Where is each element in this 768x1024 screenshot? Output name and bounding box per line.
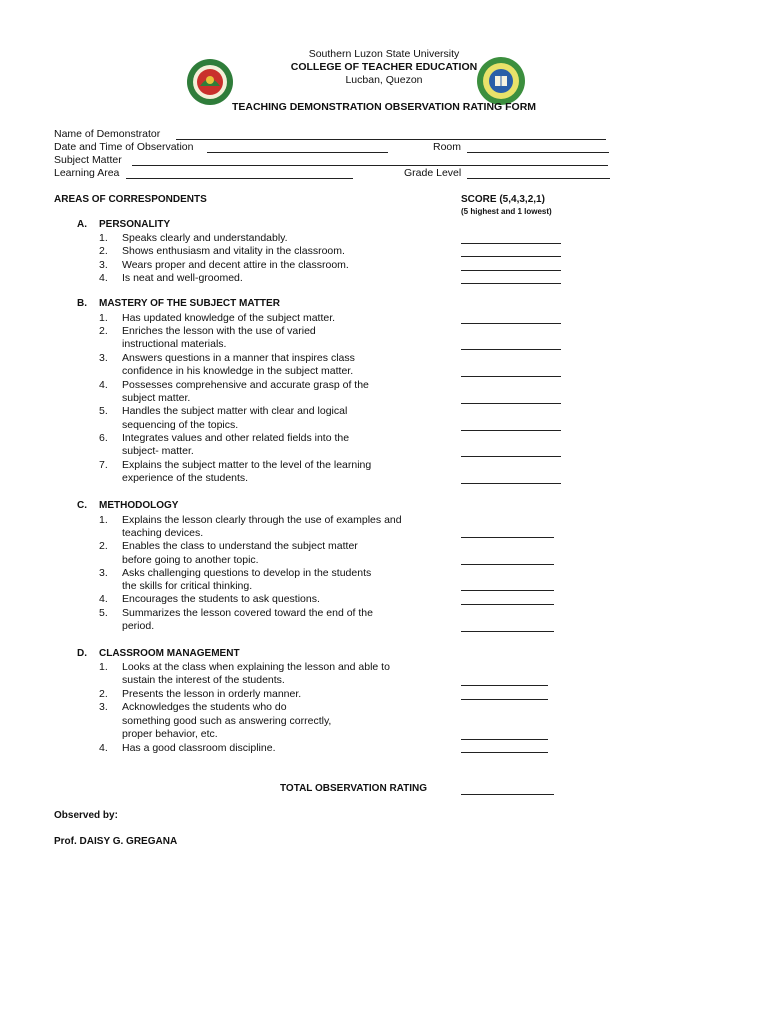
b-item-3-number: 3. bbox=[99, 352, 108, 364]
b-item-1-score[interactable] bbox=[461, 323, 561, 324]
room-label: Room bbox=[433, 141, 462, 153]
b-item-4-score[interactable] bbox=[461, 403, 561, 404]
score-note: (5 highest and 1 lowest) bbox=[461, 207, 552, 216]
c-item-1-text: Explains the lesson clearly through the use of examples and bbox=[122, 514, 402, 526]
d-item-4-text: Has a good classroom discipline. bbox=[122, 742, 276, 754]
grade-level-field[interactable] bbox=[467, 178, 610, 179]
b-item-2-number: 2. bbox=[99, 325, 108, 337]
b-item-2-text: Enriches the lesson with the use of varied bbox=[122, 325, 316, 337]
form-title: TEACHING DEMONSTRATION OBSERVATION RATING FORM bbox=[231, 101, 537, 113]
a-item-3-score[interactable] bbox=[461, 270, 561, 271]
b-item-7-text-cont: experience of the students. bbox=[122, 472, 249, 484]
c-item-1-score[interactable] bbox=[461, 537, 554, 538]
b-item-4-text-cont: subject matter. bbox=[122, 392, 191, 404]
section-a-letter: A. bbox=[77, 219, 87, 230]
b-item-3-score[interactable] bbox=[461, 376, 561, 377]
section-c-title: METHODOLOGY bbox=[99, 500, 179, 511]
c-item-2-text: Enables the class to understand the subject matter bbox=[122, 540, 358, 552]
c-item-3-text: Asks challenging questions to develop in the students bbox=[122, 567, 372, 579]
d-item-1-text: Looks at the class when explaining the lesson and able to bbox=[122, 661, 390, 673]
c-item-5-score[interactable] bbox=[461, 631, 554, 632]
d-item-4-number: 4. bbox=[99, 742, 108, 754]
d-item-3-text-cont: something good such as answering correctly, bbox=[122, 715, 332, 727]
c-item-4-text: Encourages the students to ask questions. bbox=[122, 593, 320, 605]
score-heading: SCORE (5,4,3,2,1) bbox=[461, 194, 545, 205]
d-item-3-number: 3. bbox=[99, 701, 108, 713]
b-item-5-number: 5. bbox=[99, 405, 108, 417]
c-item-1-number: 1. bbox=[99, 514, 108, 526]
c-item-3-text-cont: the skills for critical thinking. bbox=[122, 580, 253, 592]
c-item-5-text-cont: period. bbox=[122, 620, 155, 632]
b-item-4-text: Possesses comprehensive and accurate grasp of the bbox=[122, 379, 369, 391]
a-item-3-number: 3. bbox=[99, 259, 108, 271]
d-item-3-score[interactable] bbox=[461, 739, 548, 740]
a-item-4-score[interactable] bbox=[461, 283, 561, 284]
a-item-1-score[interactable] bbox=[461, 243, 561, 244]
learning-area-label: Learning Area bbox=[54, 167, 120, 179]
b-item-6-text: Integrates values and other related fields into the bbox=[122, 432, 350, 444]
a-item-1-text: Speaks clearly and understandably. bbox=[122, 232, 288, 244]
section-d-letter: D. bbox=[77, 648, 87, 659]
c-item-2-text-cont: before going to another topic. bbox=[122, 554, 259, 566]
demonstrator-field[interactable] bbox=[176, 139, 606, 140]
b-item-7-number: 7. bbox=[99, 459, 108, 471]
d-item-2-number: 2. bbox=[99, 688, 108, 700]
b-item-5-score[interactable] bbox=[461, 430, 561, 431]
a-item-2-score[interactable] bbox=[461, 256, 561, 257]
c-item-3-score[interactable] bbox=[461, 590, 554, 591]
d-item-1-score[interactable] bbox=[461, 685, 548, 686]
b-item-6-number: 6. bbox=[99, 432, 108, 444]
c-item-4-number: 4. bbox=[99, 593, 108, 605]
d-item-3-text: Acknowledges the students who do bbox=[122, 701, 287, 713]
subject-label: Subject Matter bbox=[54, 154, 122, 166]
b-item-7-score[interactable] bbox=[461, 483, 561, 484]
b-item-7-text: Explains the subject matter to the level of the learning bbox=[122, 459, 372, 471]
c-item-1-text-cont: teaching devices. bbox=[122, 527, 204, 539]
b-item-2-text-cont: instructional materials. bbox=[122, 338, 227, 350]
college-name: COLLEGE OF TEACHER EDUCATION bbox=[290, 61, 478, 73]
areas-heading: AREAS OF CORRESPONDENTS bbox=[54, 194, 207, 205]
section-b-letter: B. bbox=[77, 298, 87, 309]
a-item-1-number: 1. bbox=[99, 232, 108, 244]
section-b-title: MASTERY OF THE SUBJECT MATTER bbox=[99, 298, 280, 309]
b-item-1-text: Has updated knowledge of the subject matter. bbox=[122, 312, 336, 324]
c-item-2-number: 2. bbox=[99, 540, 108, 552]
a-item-2-number: 2. bbox=[99, 245, 108, 257]
c-item-5-number: 5. bbox=[99, 607, 108, 619]
c-item-2-score[interactable] bbox=[461, 564, 554, 565]
c-item-3-number: 3. bbox=[99, 567, 108, 579]
date-time-label: Date and Time of Observation bbox=[54, 141, 194, 153]
b-item-3-text-cont: confidence in his knowledge in the subject matter. bbox=[122, 365, 354, 377]
d-item-1-number: 1. bbox=[99, 661, 108, 673]
location: Lucban, Quezon bbox=[345, 74, 423, 86]
d-item-2-score[interactable] bbox=[461, 699, 548, 700]
total-rating-field[interactable] bbox=[461, 794, 554, 795]
grade-level-label: Grade Level bbox=[404, 167, 462, 179]
b-item-6-text-cont: subject- matter. bbox=[122, 445, 194, 457]
a-item-3-text: Wears proper and decent attire in the classroom. bbox=[122, 259, 349, 271]
demonstrator-label: Name of Demonstrator bbox=[54, 128, 161, 140]
b-item-5-text-cont: sequencing of the topics. bbox=[122, 419, 239, 431]
university-name: Southern Luzon State University bbox=[308, 48, 460, 60]
c-item-4-score[interactable] bbox=[461, 604, 554, 605]
b-item-6-score[interactable] bbox=[461, 456, 561, 457]
date-time-field[interactable] bbox=[207, 152, 388, 153]
section-c-letter: C. bbox=[77, 500, 87, 511]
b-item-3-text: Answers questions in a manner that inspires class bbox=[122, 352, 355, 364]
observed-by-label: Observed by: bbox=[54, 810, 118, 821]
d-item-4-score[interactable] bbox=[461, 752, 548, 753]
room-field[interactable] bbox=[467, 152, 609, 153]
b-item-5-text: Handles the subject matter with clear and logical bbox=[122, 405, 348, 417]
learning-area-field[interactable] bbox=[126, 178, 353, 179]
d-item-1-text-cont: sustain the interest of the students. bbox=[122, 674, 285, 686]
observer-name: Prof. DAISY G. GREGANA bbox=[54, 836, 178, 847]
section-a-title: PERSONALITY bbox=[99, 219, 171, 230]
d-item-3-text-cont2: proper behavior, etc. bbox=[122, 728, 218, 740]
total-rating-label: TOTAL OBSERVATION RATING bbox=[280, 783, 428, 794]
b-item-4-number: 4. bbox=[99, 379, 108, 391]
d-item-2-text: Presents the lesson in orderly manner. bbox=[122, 688, 302, 700]
b-item-2-score[interactable] bbox=[461, 349, 561, 350]
subject-field[interactable] bbox=[132, 165, 608, 166]
c-item-5-text: Summarizes the lesson covered toward the end of the bbox=[122, 607, 373, 619]
b-item-1-number: 1. bbox=[99, 312, 108, 324]
section-d-title: CLASSROOM MANAGEMENT bbox=[99, 648, 240, 659]
a-item-2-text: Shows enthusiasm and vitality in the classroom. bbox=[122, 245, 345, 257]
a-item-4-number: 4. bbox=[99, 272, 108, 284]
a-item-4-text: Is neat and well-groomed. bbox=[122, 272, 243, 284]
